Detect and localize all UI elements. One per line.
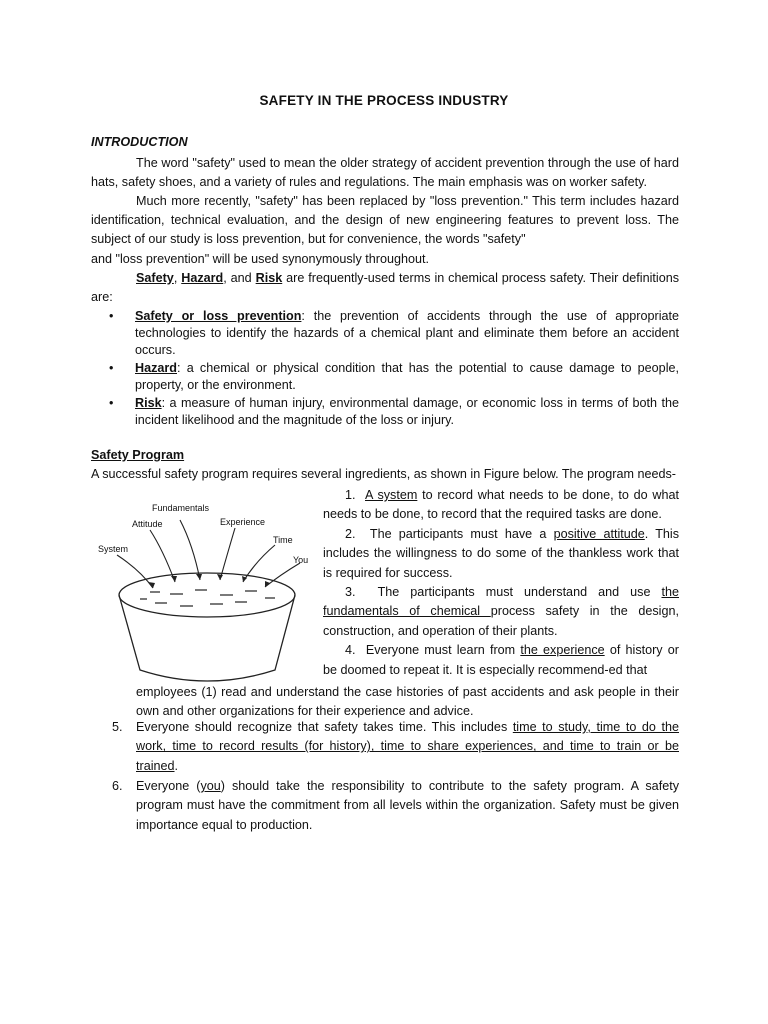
intro-paragraph-2: Much more recently, "safety" has been replaced by "loss prevention." This term includes hazard identification, technical evaluation, and the design of new engineering features to prevent loss. The subject of our study is loss prevention, but for convenience, the words "safety" and "loss prevention" will be used synonymously throughout. — [91, 194, 679, 266]
figure-label-experience: Experience — [220, 517, 266, 527]
program-item-5: Everyone should recognize that safety takes time. This includes time to study, time to do the work, time to record results (for history), time to share experiences, and time to train or be trained. — [136, 720, 679, 773]
safety-program-intro: A successful safety program requires several ingredients, as shown in Figure below. The program needs- — [91, 467, 676, 481]
safety-program-figure — [95, 500, 320, 685]
program-item-2: 2. The participants must have a positive attitude. This includes the willingness to do some of the thankless work that is required for success. — [323, 526, 680, 580]
figure-label-system: System — [98, 544, 129, 554]
program-item-4-continued: employees (1) read and understand the case histories of past accidents and ask people in their own and other organizations for their experience and advice. — [136, 685, 679, 719]
term-safety: Safety — [136, 271, 174, 285]
figure-label-attitude: Attitude — [132, 519, 163, 529]
page-title: SAFETY IN THE PROCESS INDUSTRY — [259, 93, 509, 108]
intro-paragraph-3: Safety, Hazard, and Risk are frequently-used terms in chemical process safety. Their definitions are: — [91, 271, 680, 305]
bucket-diagram — [95, 500, 320, 685]
program-item-6: Everyone (you) should take the responsibility to contribute to the safety program. A safety program must have the commitment from all levels within the organization. Safety must be given importance equal to production. — [136, 779, 679, 832]
figure-label-time: Time — [273, 535, 293, 545]
safety-program-heading: Safety Program — [91, 448, 185, 462]
program-item-3: 3. The participants must understand and use the fundamentals of chemical process safety in the design, construction, and operation of their plants. — [323, 585, 679, 638]
intro-heading: INTRODUCTION — [91, 135, 188, 149]
definition-item: • Safety or loss prevention: the prevention of accidents through the use of appropriate technologies to identify the hazards of a chemical plant and eliminate them before an accident occurs. — [109, 309, 680, 357]
intro-paragraph-1: The word "safety" used to mean the older strategy of accident prevention through the use of hard hats, safety shoes, and a variety of rules and regulations. The main emphasis was on worker safety. — [91, 156, 679, 190]
program-items-right-column — [323, 486, 679, 680]
program-item-1: 1. A system to record what needs to be done, to do what needs to be done, to record that the required tasks are done. — [323, 488, 680, 522]
term-risk: Risk — [255, 271, 283, 285]
program-item-6-number: 6. — [112, 779, 123, 793]
definitions-list — [109, 308, 679, 430]
definition-item: • Risk: a measure of human injury, environmental damage, or economic loss in terms of both the incident likelihood and the magnitude of the loss or injury. — [109, 396, 679, 427]
program-item-4: 4. Everyone must learn from the experience of history or be doomed to repeat it. It is especially recommend-ed that — [323, 643, 679, 677]
program-item-5-number: 5. — [112, 720, 123, 734]
figure-label-fundamentals: Fundamentals — [152, 503, 210, 513]
definition-item: • Hazard: a chemical or physical condition that has the potential to cause damage to people, property, or the environment. — [109, 361, 679, 392]
term-hazard: Hazard — [181, 271, 224, 285]
figure-label-you: You — [293, 555, 309, 565]
